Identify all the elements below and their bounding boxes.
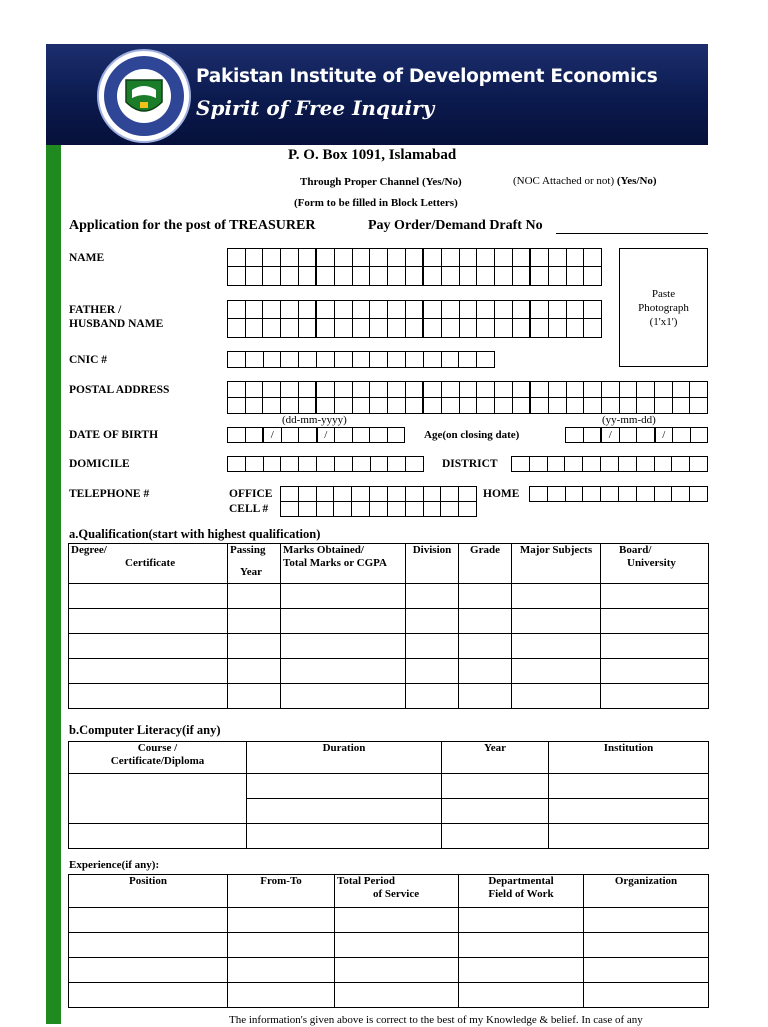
col-dept-line2: Field of Work [488, 888, 554, 900]
col-board-line1: Board/ [619, 544, 652, 556]
experience-title: Experience(if any): [69, 859, 160, 871]
table-row[interactable] [69, 609, 709, 634]
office-phone-field[interactable] [280, 486, 477, 502]
col-board [601, 544, 709, 584]
col-degree-line2: Certificate [125, 557, 176, 569]
district-label: DISTRICT [442, 458, 498, 470]
domicile-label: DOMICILE [69, 458, 130, 470]
computer-header-row [69, 742, 709, 774]
table-row[interactable] [69, 774, 709, 799]
home-label: HOME [483, 488, 520, 500]
age-format-hint: (yy-mm-dd) [602, 414, 656, 426]
table-row[interactable] [69, 908, 709, 933]
photo-label-line3: (1'x1') [649, 315, 678, 328]
col-organization: Organization [584, 875, 709, 908]
col-position: Position [69, 875, 228, 908]
noc-options: (Yes/No) [616, 175, 657, 187]
header-banner [46, 44, 708, 145]
photo-label-line1: Paste [651, 287, 676, 300]
table-row[interactable] [69, 824, 709, 849]
father-field-row-2[interactable] [227, 319, 602, 338]
through-channel-label [300, 175, 462, 189]
col-degree [69, 544, 228, 584]
telephone-label: TELEPHONE # [69, 488, 150, 500]
table-row[interactable] [69, 684, 709, 709]
age-field[interactable] [565, 427, 708, 443]
photo-box[interactable] [619, 248, 708, 367]
table-row[interactable] [69, 659, 709, 684]
postal-address-label: POSTAL ADDRESS [69, 384, 170, 396]
dob-slash-2: / [316, 428, 335, 442]
name-field-row-1[interactable] [227, 248, 602, 267]
col-period-line1: Total Period [337, 875, 395, 887]
cnic-field[interactable] [227, 351, 495, 368]
col-passing-year [228, 544, 281, 584]
home-phone-field[interactable] [529, 486, 708, 502]
table-row[interactable] [69, 983, 709, 1008]
experience-table [68, 874, 709, 1008]
col-passing-line2: Year [240, 566, 262, 578]
col-division: Division [406, 544, 459, 584]
qualification-section-title: a.Qualification(start with highest qualification) [69, 527, 321, 541]
col-course-line2: Certificate/Diploma [110, 755, 205, 767]
col-marks-line2: Total Marks or CGPA [283, 557, 387, 569]
noc-text: (NOC Attached or not) [513, 175, 615, 187]
postal-field-row-2[interactable] [227, 398, 708, 414]
col-duration: Duration [247, 742, 442, 774]
age-label: Age(on closing date) [424, 429, 520, 441]
application-post-label: Application for the post of TREASURER [69, 218, 316, 233]
declaration-text: The information's given above is correct to the best of my Knowledge & belief. In case of any [229, 1014, 643, 1026]
father-label-line1: FATHER / [69, 304, 122, 316]
district-field[interactable] [511, 456, 708, 472]
domicile-field[interactable] [227, 456, 424, 472]
col-board-line2: University [627, 557, 676, 569]
institute-tagline: Spirit of Free Inquiry [196, 96, 435, 120]
cnic-label: CNIC # [69, 354, 108, 366]
col-passing-line1: Passing [230, 544, 266, 556]
name-label: NAME [69, 252, 105, 264]
dob-label: DATE OF BIRTH [69, 429, 159, 441]
col-from-to: From-To [228, 875, 335, 908]
age-slash-2: / [654, 428, 673, 442]
col-departmental [459, 875, 584, 908]
col-total-period [335, 875, 459, 908]
experience-header-row [69, 875, 709, 908]
left-accent-bar [46, 145, 61, 1024]
father-label-line2: HUSBAND NAME [69, 318, 164, 330]
table-row[interactable] [69, 584, 709, 609]
col-major-subjects: Major Subjects [512, 544, 601, 584]
institute-logo [94, 46, 194, 145]
address-heading: P. O. Box 1091, Islamabad [288, 147, 457, 163]
father-field-row-1[interactable] [227, 300, 602, 319]
col-grade: Grade [459, 544, 512, 584]
dob-format-hint: (dd-mm-yyyy) [282, 414, 347, 426]
cell-phone-field[interactable] [280, 501, 477, 517]
col-marks [281, 544, 406, 584]
dob-field[interactable] [227, 427, 405, 443]
cell-label: CELL # [229, 503, 269, 515]
col-year: Year [442, 742, 549, 774]
name-field-row-2[interactable] [227, 267, 602, 286]
through-channel-text: Through Proper Channel [300, 176, 420, 188]
institute-name: Pakistan Institute of Development Economics [196, 66, 658, 87]
col-period-line2: of Service [373, 888, 420, 900]
noc-label [513, 175, 657, 188]
computer-literacy-table [68, 741, 709, 849]
dob-slash-1: / [262, 428, 281, 442]
office-label: OFFICE [229, 488, 273, 500]
col-degree-line1: Degree/ [71, 544, 107, 556]
table-row[interactable] [69, 634, 709, 659]
table-row[interactable] [69, 933, 709, 958]
photo-label-line2: Photograph [638, 301, 689, 314]
col-dept-line1: Departmental [488, 875, 554, 887]
postal-field-row-1[interactable] [227, 381, 708, 398]
age-slash-1: / [600, 428, 619, 442]
pay-order-label: Pay Order/Demand Draft No [368, 218, 543, 233]
block-letters-note: (Form to be filled in Block Letters) [294, 197, 458, 209]
qualification-header-row [69, 544, 709, 584]
col-marks-line1: Marks Obtained/ [283, 544, 364, 556]
pay-order-line[interactable] [556, 233, 708, 234]
col-course-line1: Course / [137, 742, 178, 754]
col-course [69, 742, 247, 774]
through-channel-options: (Yes/No) [421, 176, 462, 188]
father-husband-label [69, 303, 163, 331]
qualification-table [68, 543, 709, 709]
col-institution: Institution [549, 742, 709, 774]
table-row[interactable] [69, 958, 709, 983]
computer-literacy-title: b.Computer Literacy(if any) [69, 723, 221, 737]
